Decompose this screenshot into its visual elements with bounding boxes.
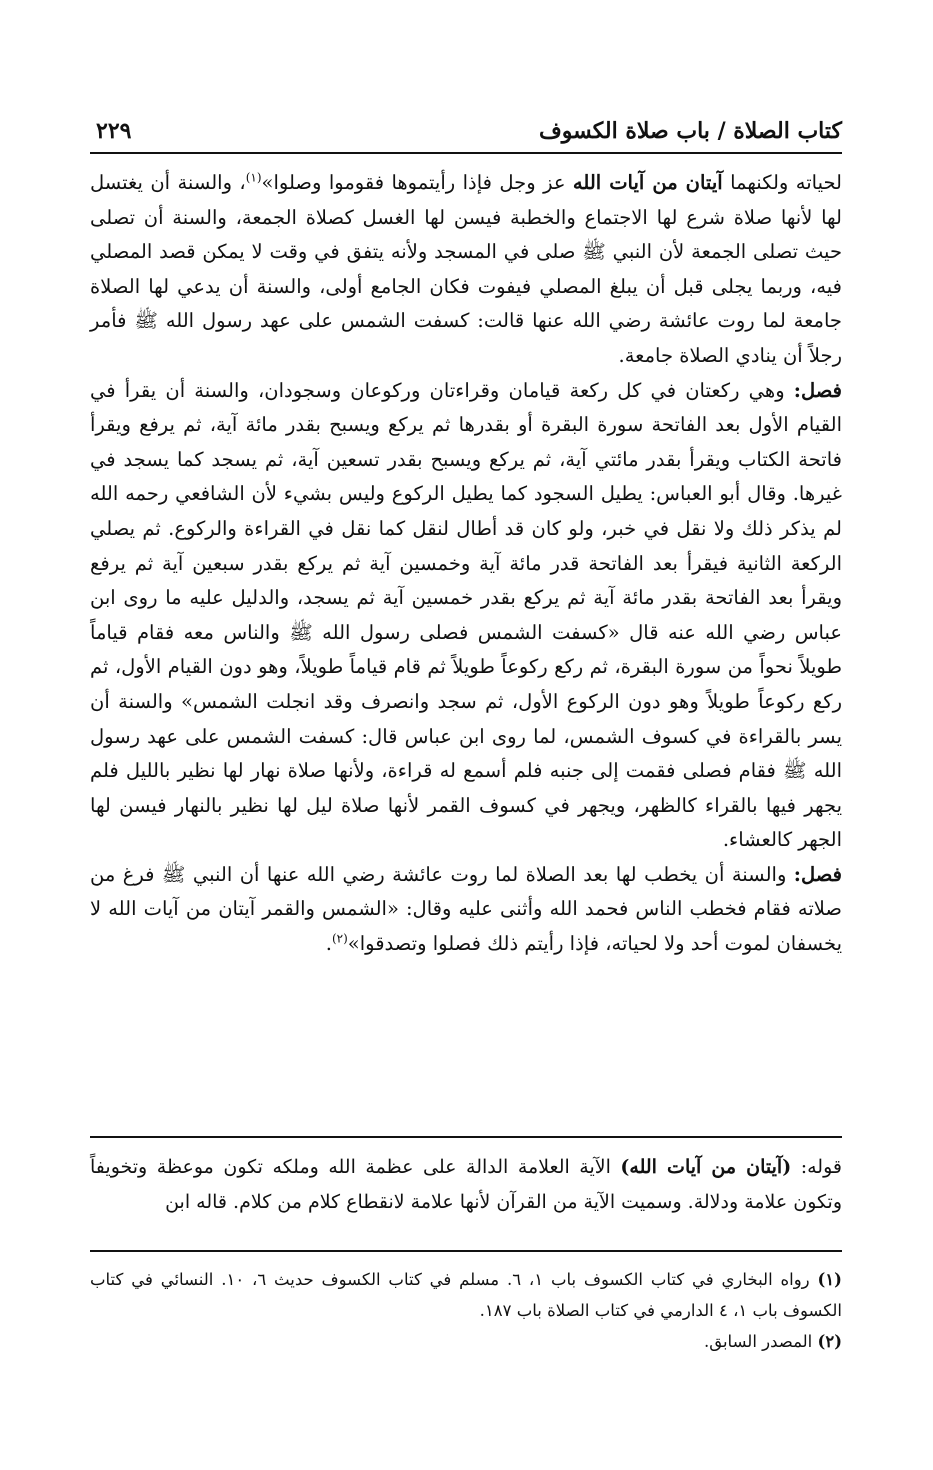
footnote-1 <box>90 1264 842 1326</box>
main-text <box>90 166 842 962</box>
paragraph-3-text: والسنة أن يخطب لها بعد الصلاة لما روت عائشة رضي الله عنها أن النبي ﷺ فرغ من صلاته فقام فخطب الناس فحمد الله وأثنى عليه وقال: «الشمس والقمر آيتان من آيات الله لا يخسفان لموت أحد ولا لحياته، فإذا رأيتم ذلك فصلوا وتصدقوا» <box>90 862 842 956</box>
footnote-2-text: المصدر السابق. <box>703 1332 818 1351</box>
commentary <box>90 1150 842 1220</box>
paragraph-1-text-a: لحياته ولكنهما <box>722 171 842 194</box>
paragraph-1-highlight: آيتان من آيات الله <box>572 171 723 194</box>
section-label-fasl-2: فصل: <box>793 862 842 886</box>
paragraph-2-text: وهي ركعتان في كل ركعة قيامان وقراءتان وركوعان وسجودان، والسنة أن يقرأ في القيام الأول بعد الفاتحة سورة البقرة أو بقدرها ثم يركع ويسبح بقدر مائة آية، ثم يرفع ويقرأ فاتحة الكتاب ويقرأ بقدر مائتي آية، ثم يركع ويسبح بقدر تسعين آية، ثم يسجد كما يسجد في غيرها. وقال أبو العباس: يطيل السجود كما يطيل الركوع وليس بشيء لأن الشافعي رحمه الله لم يذكر ذلك ولا نقل في خبر، ولو كان قد أطال لنقل كما نقل في القراءة والركوع. ثم يصلي الركعة الثانية فيقرأ بعد الفاتحة قدر مائة آية وخمسين آية ثم يركع بقدر سبعين آية ثم يرفع ويقرأ بعد الفاتحة بقدر مائة آية ثم يركع بقدر خمسين آية ثم يسجد، والدليل عليه ما روى ابن عباس رضي الله عنه قال «كسفت الشمس فصلى رسول الله ﷺ والناس معه فقام قياماً طويلاً نحواً من سورة البقرة، ثم ركع ركوعاً طويلاً ثم قام قياماً طويلاً، وهو دون القيام الأول، ثم ركع ركوعاً طويلاً وهو دون الركوع الأول، ثم سجد وانصرف وقد انجلت الشمس» والسنة أن يسر بالقراءة في كسوف الشمس، لما روى ابن عباس قال: كسفت الشمس على عهد رسول الله ﷺ فقام فصلى فقمت إلى جنبه فلم أسمع له قراءة، ولأنها صلاة نهار لها نظير بالليل فلم يجهر فيها بالقراء كالظهر، ويجهر في كسوف القمر لأنها صلاة ليل لها نظير بالنهار فيسن لها الجهر كالعشاء. <box>90 378 842 852</box>
header-divider <box>90 152 842 154</box>
footnote-1-marker: (١) <box>817 1270 842 1289</box>
paragraph-1-text-b: عز وجل فإذا رأيتموها فقوموا وصلوا» <box>261 171 573 194</box>
commentary-paragraph <box>90 1150 842 1220</box>
page-header <box>90 118 842 154</box>
commentary-text: الآية العلامة الدالة على عظمة الله وملكه تكون موعظة وتخويفاً وتكون علامة ودلالة. وسميت الآية من القرآن لأنها علامة لانقطاع كلام من كلام. قاله ابن <box>90 1156 842 1213</box>
footnote-2-marker: (٢) <box>817 1332 842 1351</box>
footnote-ref-1[interactable]: (١) <box>245 170 262 185</box>
paragraph-3-end: . <box>325 932 332 956</box>
footnote-ref-2[interactable]: (٢) <box>331 931 348 946</box>
commentary-prefix: قوله: <box>791 1156 842 1178</box>
running-title: كتاب الصلاة / باب صلاة الكسوف <box>538 118 842 144</box>
paragraph-1-text-c: ، والسنة أن يغتسل لها لأنها صلاة شرع لها الاجتماع والخطبة فيسن لها الغسل كصلاة الجمعة، والسنة أن تصلى حيث تصلى الجمعة لأن النبي ﷺ صلى في المسجد ولأنه يتفق في وقت لا يمكن قصد المصلي فيه، وربما يجلى قبل أن يبلغ المصلي فيفوت فكان الجامع أولى، والسنة أن يدعي لها الصلاة جامعة لما روت عائشة رضي الله عنها قالت: كسفت الشمس على عهد رسول الله ﷺ فأمر رجلاً أن ينادي الصلاة جامعة. <box>90 171 842 367</box>
footnote-2 <box>90 1326 842 1357</box>
commentary-divider <box>90 1136 842 1138</box>
section-label-fasl-1: فصل: <box>793 378 842 402</box>
paragraph-2 <box>90 374 842 858</box>
footnotes <box>90 1264 842 1357</box>
paragraph-3 <box>90 858 842 962</box>
footnote-1-text: رواه البخاري في كتاب الكسوف باب ١، ٦. مسلم في كتاب الكسوف حديث ٦، ١٠. النسائي في كتاب الكسوف باب ١، ٤ الدارمي في كتاب الصلاة باب ١٨٧. <box>90 1270 842 1320</box>
footnotes-divider <box>90 1250 842 1252</box>
commentary-quote: (آيتان من آيات الله) <box>620 1156 792 1178</box>
paragraph-1 <box>90 166 842 374</box>
page-number: ٢٢٩ <box>96 118 132 144</box>
